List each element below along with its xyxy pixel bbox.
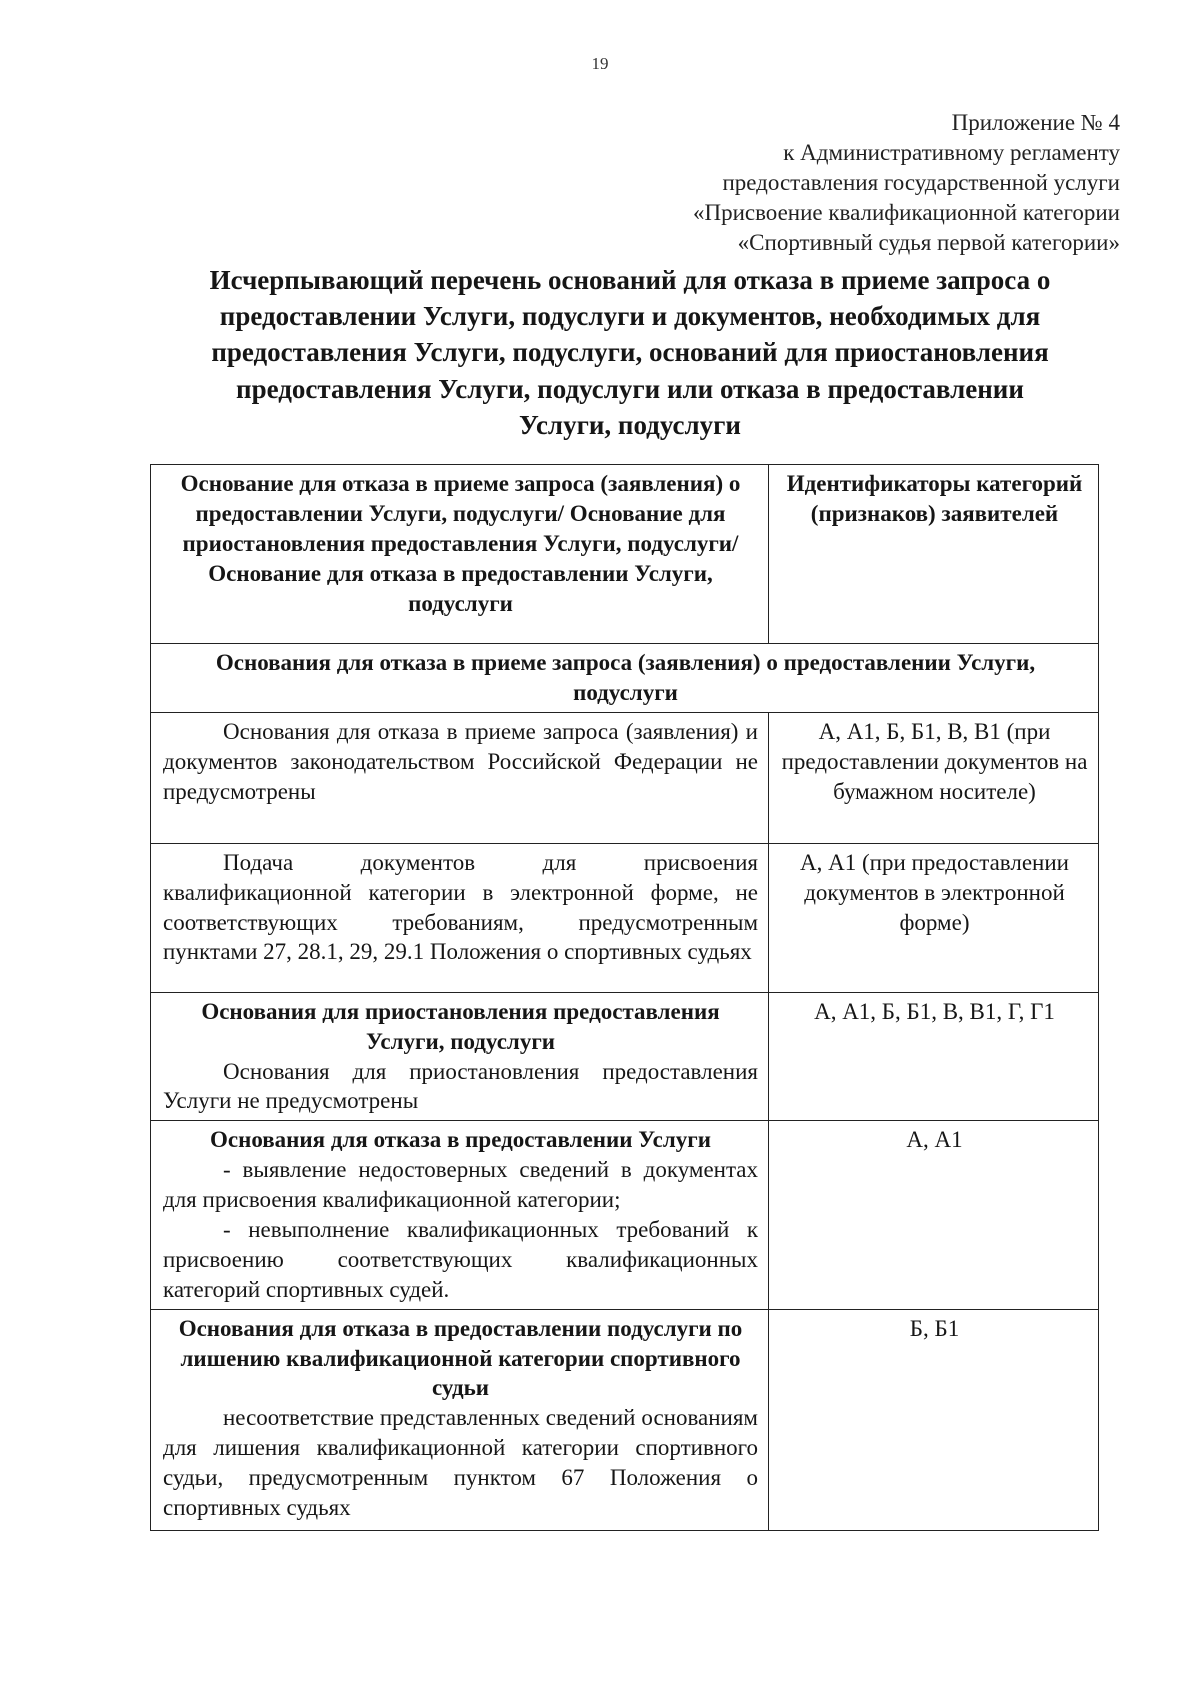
row4-ids: А, А1 xyxy=(769,1121,1099,1309)
row5-cell xyxy=(151,1309,769,1530)
title-line: предоставления Услуги, подуслуги или отказа в предоставлении xyxy=(236,373,1024,404)
row2-text: Подача документов для присвоения квалификационной категории в электронной форме, не соответствующих требованиям, предусмотренным пунктами 27, 28.1, 29, 29.1 Положения о спортивных судьях xyxy=(151,843,769,992)
annex-block xyxy=(560,108,1120,257)
table-row xyxy=(151,843,1099,992)
row5-ids: Б, Б1 xyxy=(769,1309,1099,1530)
grounds-table xyxy=(150,464,1099,1531)
table-header-row xyxy=(151,465,1099,644)
table-row xyxy=(151,1121,1099,1309)
row3-ids: А, А1, Б, Б1, В, В1, Г, Г1 xyxy=(769,992,1099,1121)
header-ids-cell xyxy=(769,465,1099,644)
row3-heading: Основания для приостановления предоставления Услуги, подуслуги xyxy=(201,998,720,1054)
title-line: предоставления Услуги, подуслуги, оснований для приостановления xyxy=(211,337,1049,368)
header-grounds-cell xyxy=(151,465,769,644)
page-number: 19 xyxy=(591,54,609,73)
annex-line: предоставления государственной услуги xyxy=(722,169,1120,195)
row1-text: Основания для отказа в приеме запроса (заявления) и документов законодательством Российской Федерации не предусмотрены xyxy=(151,712,769,843)
annex-line: «Спортивный судья первой категории» xyxy=(737,229,1120,255)
table-row xyxy=(151,712,1099,843)
row4-heading: Основания для отказа в предоставлении Услуги xyxy=(209,1127,711,1153)
title-line: предоставлении Услуги, подуслуги и документов, необходимых для xyxy=(219,301,1041,332)
table-row xyxy=(151,992,1099,1121)
annex-line: Приложение № 4 xyxy=(951,110,1120,135)
annex-line: «Присвоение квалификационной категории xyxy=(692,199,1120,225)
row5-heading: Основания для отказа в предоставлении подуслуги по лишению квалификационной категории спортивного судьи xyxy=(178,1315,743,1401)
document-title xyxy=(170,262,1090,443)
section-heading: Основания для отказа в приеме запроса (заявления) о предоставлении Услуги, подуслуги xyxy=(151,644,1099,713)
row1-ids: А, А1, Б, Б1, В, В1 (при предоставлении документов на бумажном носителе) xyxy=(769,712,1099,843)
title-line: Услуги, подуслуги xyxy=(519,409,741,440)
annex-line: к Административному регламенту xyxy=(783,139,1120,165)
table-row xyxy=(151,1309,1099,1530)
row2-ids: А, А1 (при предоставлении документов в электронной форме) xyxy=(769,843,1099,992)
row3-text: Основания для приостановления предоставления Услуги не предусмотрены xyxy=(163,1058,758,1114)
row4-item: - невыполнение квалификационных требований к присвоению соответствующих квалификационных категорий спортивных судей. xyxy=(163,1217,758,1302)
row4-cell xyxy=(151,1121,769,1309)
section-row xyxy=(151,644,1099,713)
header-ids-text: Идентификаторы категорий (признаков) заявителей xyxy=(786,471,1083,526)
row3-cell xyxy=(151,992,769,1121)
header-grounds-text: Основание для отказа в приеме запроса (заявления) о предоставлении Услуги, подуслуги/ Основание для приостановления предоставления Услуги, подуслуги/ Основание для отказа в предоставлении Услуги, подуслуги xyxy=(180,471,741,616)
row5-text: несоответствие представленных сведений основаниям для лишения квалификационной категории спортивного судьи, предусмотренным пунктом 67 Положения о спортивных судьях xyxy=(163,1405,758,1521)
title-line: Исчерпывающий перечень оснований для отказа в приеме запроса о xyxy=(209,265,1051,295)
row4-item: - выявление недостоверных сведений в документах для присвоения квалификационной категории; xyxy=(163,1157,758,1213)
